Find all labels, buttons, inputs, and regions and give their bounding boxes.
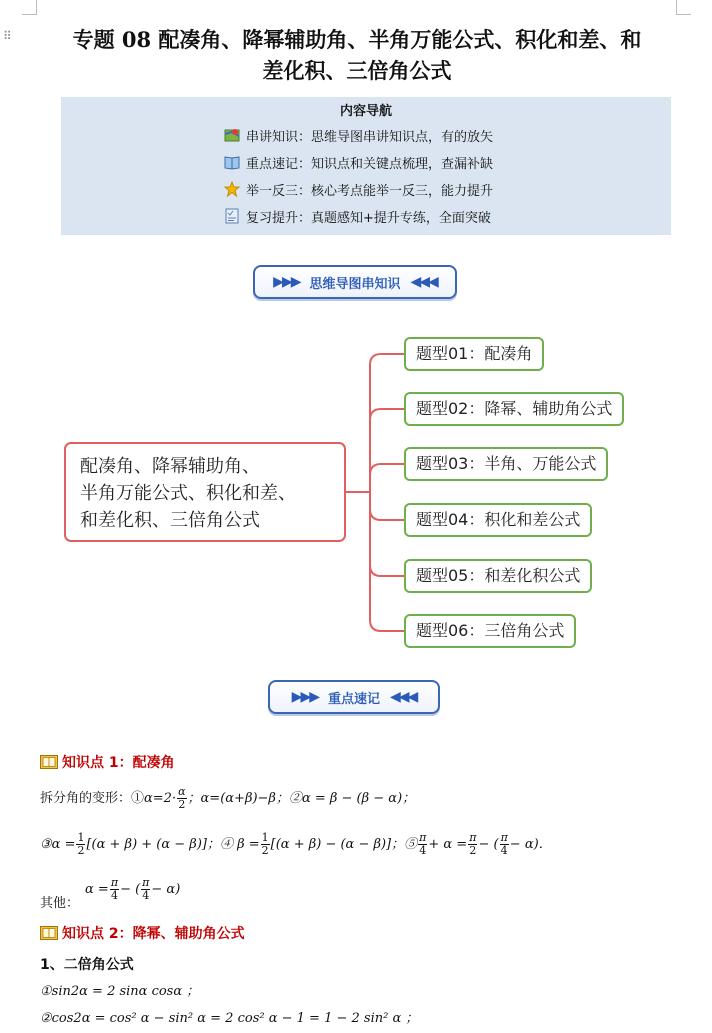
denominator: 2 bbox=[77, 844, 85, 857]
keypoints-section-banner bbox=[268, 680, 440, 714]
left-arrows-icon: ◀◀◀ bbox=[390, 689, 417, 705]
open-book-icon bbox=[40, 926, 58, 940]
math: ；α=(α+β)−β；②α = β − (β − α)； bbox=[187, 791, 416, 806]
fraction bbox=[110, 877, 119, 902]
numerator: π bbox=[142, 876, 150, 889]
math: − α) bbox=[151, 882, 181, 897]
denominator: 4 bbox=[500, 844, 508, 857]
fraction bbox=[500, 832, 509, 857]
left-arrows-icon: ◀◀◀ bbox=[410, 274, 437, 290]
kp2-heading-text: 知识点 2：降幂、辅助角公式 bbox=[62, 926, 245, 942]
kp1-formula-line-3 bbox=[40, 875, 181, 911]
text: 拆分角的变形：① bbox=[40, 791, 145, 806]
kp2-formula-2: ②cos2α = cos² α − sin² α = 2 cos² α − 1 = 1 − 2 sin² α ； bbox=[40, 1011, 419, 1026]
kp2-subheading-double-angle: 1、二倍角公式 bbox=[40, 957, 134, 973]
banner-label: 思维导图串知识 bbox=[309, 276, 401, 292]
math: [(α + β) + (α − β)]；④ β = bbox=[86, 837, 260, 852]
open-book-icon bbox=[40, 755, 58, 769]
math: α=2· bbox=[144, 791, 177, 806]
denominator: 4 bbox=[142, 889, 150, 902]
text: 其他： bbox=[40, 896, 80, 911]
right-arrows-icon: ▶▶▶ bbox=[273, 274, 300, 290]
fraction bbox=[261, 832, 270, 857]
central-topic-line: 半角万能公式、积化和差、 bbox=[80, 483, 296, 504]
nav-item-text: 重点速记：知识点和关键点梳理，查漏补缺 bbox=[246, 156, 494, 172]
denominator: 2 bbox=[469, 844, 477, 857]
fraction bbox=[418, 832, 427, 857]
math: + α = bbox=[428, 837, 468, 852]
mindmap-central-topic bbox=[64, 442, 346, 542]
math: − α)． bbox=[509, 837, 552, 852]
numerator: π bbox=[500, 831, 508, 844]
kp1-formula-line-1 bbox=[40, 784, 415, 814]
numerator: π bbox=[110, 876, 119, 889]
numerator: π bbox=[469, 831, 477, 844]
nav-heading: 内容导航 bbox=[339, 104, 392, 119]
mindmap-node-type05: 题型05：和差化积公式 bbox=[404, 559, 592, 593]
knowledge-point-2-heading bbox=[40, 923, 245, 943]
nav-item-text: 复习提升：真题感知+提升专练，全面突破 bbox=[246, 210, 491, 226]
mindmap-node-type02: 题型02：降幂、辅助角公式 bbox=[404, 392, 624, 426]
title-line-2: 差化积、三倍角公式 bbox=[262, 58, 452, 83]
knowledge-point-1-heading bbox=[40, 752, 175, 772]
math: − ( bbox=[478, 837, 499, 852]
mindmap-node-type04: 题型04：积化和差公式 bbox=[404, 503, 592, 537]
math: [(α + β) − (α − β)]；⑤ bbox=[270, 837, 418, 852]
drag-handle-icon[interactable]: ⠿ bbox=[3, 29, 12, 43]
central-topic-line: 配凑角、降幂辅助角、 bbox=[80, 456, 260, 477]
denominator: 4 bbox=[110, 889, 118, 902]
banner-label: 重点速记 bbox=[327, 691, 380, 707]
fraction bbox=[141, 877, 150, 902]
mindmap-node-type01: 题型01：配凑角 bbox=[404, 337, 544, 371]
fraction bbox=[76, 832, 85, 857]
denominator: 2 bbox=[261, 844, 269, 857]
kp2-formula-1: ①sin2α = 2 sinα cosα ； bbox=[40, 984, 200, 999]
math: α = bbox=[85, 882, 109, 897]
denominator: 4 bbox=[419, 844, 427, 857]
nav-item-text: 串讲知识：思维导图串讲知识点，有的放矢 bbox=[246, 129, 494, 145]
numerator: α bbox=[178, 785, 186, 798]
nav-item-text: 举一反三：核心考点能举一反三，能力提升 bbox=[246, 183, 494, 199]
fraction bbox=[468, 832, 477, 857]
mindmap-node-type06: 题型06：三倍角公式 bbox=[404, 614, 576, 648]
central-topic-line: 和差化积、三倍角公式 bbox=[80, 510, 260, 531]
math: − ( bbox=[120, 882, 141, 897]
numerator: π bbox=[419, 831, 427, 844]
fraction bbox=[177, 786, 186, 811]
title-line-1: 专题 08 配凑角、降幂辅助角、半角万能公式、积化和差、和 bbox=[72, 27, 642, 52]
kp1-heading-text: 知识点 1：配凑角 bbox=[62, 755, 175, 771]
kp1-formula-line-2 bbox=[40, 830, 552, 860]
mindmap-node-type03: 题型03：半角、万能公式 bbox=[404, 447, 608, 481]
denominator: 2 bbox=[178, 798, 186, 811]
math: ③α = bbox=[40, 837, 76, 852]
numerator: 1 bbox=[77, 831, 85, 844]
numerator: 1 bbox=[261, 831, 269, 844]
right-arrows-icon: ▶▶▶ bbox=[291, 689, 318, 705]
